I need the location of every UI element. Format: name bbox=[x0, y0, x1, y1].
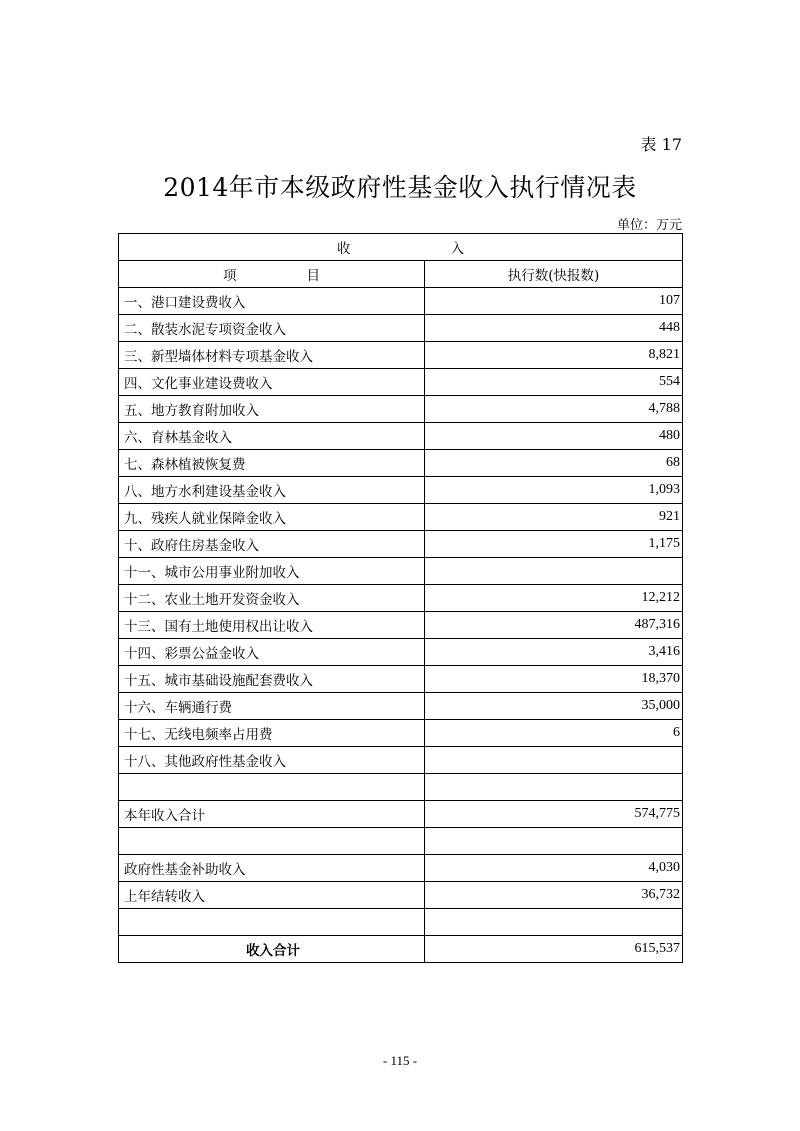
item-header-left: 项 bbox=[223, 268, 237, 284]
row-value bbox=[425, 558, 683, 585]
revenue-header-right: 入 bbox=[450, 241, 464, 257]
revenue-header bbox=[119, 234, 683, 261]
row-value: 4,788 bbox=[425, 396, 683, 423]
table-row bbox=[119, 450, 683, 477]
table-row bbox=[119, 423, 683, 450]
table-row bbox=[119, 666, 683, 693]
row-label: 十八、其他政府性基金收入 bbox=[119, 747, 425, 774]
row-label: 十一、城市公用事业附加收入 bbox=[119, 558, 425, 585]
table-row bbox=[119, 801, 683, 828]
table-row bbox=[119, 585, 683, 612]
row-value: 487,316 bbox=[425, 612, 683, 639]
row-value: 107 bbox=[425, 288, 683, 315]
table-row bbox=[119, 315, 683, 342]
row-label: 十、政府住房基金收入 bbox=[119, 531, 425, 558]
item-column-header bbox=[119, 261, 425, 288]
row-label: 七、森林植被恢复费 bbox=[119, 450, 425, 477]
row-label bbox=[119, 828, 425, 855]
page-number: - 115 - bbox=[382, 1053, 418, 1068]
row-label: 政府性基金补助收入 bbox=[119, 855, 425, 882]
row-value: 615,537 bbox=[425, 936, 683, 963]
table-row bbox=[119, 342, 683, 369]
row-value bbox=[425, 909, 683, 936]
row-value: 1,093 bbox=[425, 477, 683, 504]
table-row bbox=[119, 693, 683, 720]
row-label: 十三、国有土地使用权出让收入 bbox=[119, 612, 425, 639]
table-row bbox=[119, 639, 683, 666]
row-value: 1,175 bbox=[425, 531, 683, 558]
row-label: 四、文化事业建设费收入 bbox=[119, 369, 425, 396]
row-label: 十六、车辆通行费 bbox=[119, 693, 425, 720]
row-value: 18,370 bbox=[425, 666, 683, 693]
table-row bbox=[119, 612, 683, 639]
row-label: 三、新型墙体材料专项基金收入 bbox=[119, 342, 425, 369]
item-header-right: 目 bbox=[306, 268, 320, 284]
table-row bbox=[119, 396, 683, 423]
row-value bbox=[425, 828, 683, 855]
row-value: 921 bbox=[425, 504, 683, 531]
row-value: 8,821 bbox=[425, 342, 683, 369]
row-value bbox=[425, 774, 683, 801]
row-value: 68 bbox=[425, 450, 683, 477]
table-row bbox=[119, 477, 683, 504]
table-row bbox=[119, 747, 683, 774]
table-main-header-row bbox=[119, 234, 683, 261]
row-label: 十五、城市基础设施配套费收入 bbox=[119, 666, 425, 693]
table-row bbox=[119, 828, 683, 855]
table-row bbox=[119, 531, 683, 558]
row-value: 35,000 bbox=[425, 693, 683, 720]
row-label: 二、散装水泥专项资金收入 bbox=[119, 315, 425, 342]
row-label: 十二、农业土地开发资金收入 bbox=[119, 585, 425, 612]
table-row bbox=[119, 369, 683, 396]
row-value: 480 bbox=[425, 423, 683, 450]
table-row bbox=[119, 288, 683, 315]
row-value: 574,775 bbox=[425, 801, 683, 828]
row-value: 554 bbox=[425, 369, 683, 396]
value-column-header: 执行数(快报数) bbox=[425, 261, 683, 288]
table-column-header-row bbox=[119, 261, 683, 288]
row-label bbox=[119, 909, 425, 936]
row-label: 八、地方水利建设基金收入 bbox=[119, 477, 425, 504]
row-label: 十四、彩票公益金收入 bbox=[119, 639, 425, 666]
row-label: 本年收入合计 bbox=[119, 801, 425, 828]
table-row bbox=[119, 936, 683, 963]
row-value: 6 bbox=[425, 720, 683, 747]
row-label: 收入合计 bbox=[119, 936, 425, 963]
unit-label: 单位：万元 bbox=[616, 218, 682, 233]
table-row bbox=[119, 774, 683, 801]
table-number-label: 表 17 bbox=[640, 135, 682, 154]
row-label: 五、地方教育附加收入 bbox=[119, 396, 425, 423]
row-label: 上年结转收入 bbox=[119, 882, 425, 909]
table-row bbox=[119, 882, 683, 909]
row-value: 36,732 bbox=[425, 882, 683, 909]
revenue-header-left: 收 bbox=[337, 241, 351, 257]
table-row bbox=[119, 855, 683, 882]
table-row bbox=[119, 720, 683, 747]
row-value: 3,416 bbox=[425, 639, 683, 666]
row-value: 4,030 bbox=[425, 855, 683, 882]
table-row bbox=[119, 504, 683, 531]
row-value bbox=[425, 747, 683, 774]
row-label: 九、残疾人就业保障金收入 bbox=[119, 504, 425, 531]
table-row bbox=[119, 558, 683, 585]
row-label bbox=[119, 774, 425, 801]
document-title: 2014年市本级政府性基金收入执行情况表 bbox=[163, 173, 637, 202]
row-label: 一、港口建设费收入 bbox=[119, 288, 425, 315]
fund-revenue-table bbox=[118, 233, 683, 963]
row-value: 448 bbox=[425, 315, 683, 342]
row-label: 六、育林基金收入 bbox=[119, 423, 425, 450]
row-value: 12,212 bbox=[425, 585, 683, 612]
row-label: 十七、无线电频率占用费 bbox=[119, 720, 425, 747]
table-row bbox=[119, 909, 683, 936]
